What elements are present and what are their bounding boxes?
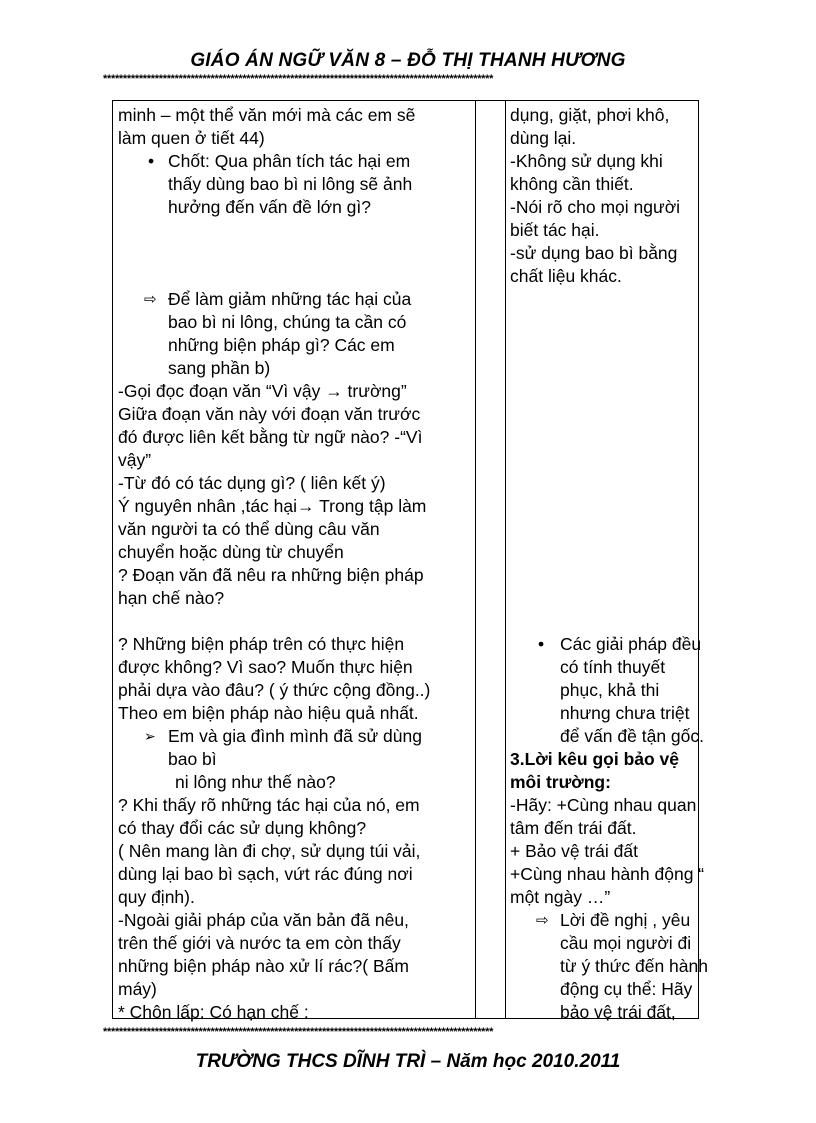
arrowhead-item	[118, 725, 470, 748]
lesson-table	[112, 100, 708, 1022]
column-divider-left	[475, 101, 476, 1018]
text-line: -sử dụng bao bì bằng	[510, 243, 678, 263]
text-line: ( Nên mang làn đi chợ, sử dụng túi vải,	[118, 841, 421, 861]
text-line: không cần thiết.	[510, 174, 634, 194]
text-line: Theo em biện pháp nào hiệu quả nhất.	[118, 703, 419, 723]
text-line: dùng lại.	[510, 128, 577, 148]
text-line: một ngày …”	[510, 887, 611, 907]
text-line: có tính thuyết	[560, 657, 666, 677]
arrow-item	[118, 288, 470, 311]
page-footer-title: TRƯỜNG THCS DĨNH TRÌ – Năm học 2010.2011	[195, 1051, 621, 1072]
footer-star-divider: **************************************************************************************************	[103, 1027, 494, 1038]
text-line: Em và gia đình mình đã sử dùng	[168, 726, 422, 746]
text-line: được không? Vì sao? Muốn thực hiện	[118, 657, 413, 677]
text-line: cầu mọi người đi	[560, 933, 692, 953]
section-heading: môi trường:	[510, 772, 611, 792]
arrowhead-bullet-icon: ➢	[144, 728, 156, 744]
text-line: ? Đoạn văn đã nêu ra những biện pháp	[118, 565, 424, 585]
text-line: -Ngoài giải pháp của văn bản đã nêu,	[118, 910, 409, 930]
text-line: + Bảo vệ trái đất	[510, 841, 638, 861]
section-heading: 3.Lời kêu gọi bảo vệ	[510, 749, 680, 769]
spacer	[118, 219, 470, 288]
text-line: trên thế giới và nước ta em còn thấy	[118, 933, 401, 953]
arrow-item	[510, 909, 695, 932]
bullet-item	[510, 633, 702, 656]
text-line: +Cùng nhau hành động “	[510, 864, 705, 884]
text-line: phục, khả thi	[560, 680, 660, 700]
teacher-activity-column	[118, 104, 470, 1024]
text-line: -Từ đó có tác dụng gì? ( liên kết ý)	[118, 473, 386, 493]
text-line: chuyển hoặc dùng từ chuyển	[118, 542, 344, 562]
header-star-divider: **************************************************************************************************	[103, 74, 494, 85]
text-line: nhưng chưa triệt	[560, 703, 690, 723]
text-line: chất liệu khác.	[510, 266, 622, 286]
text-line: ni lông như thế nào?	[175, 772, 336, 792]
text-line: những biện pháp nào xử lí rác?( Bấm	[118, 956, 409, 976]
spacer	[510, 288, 695, 633]
content-column	[510, 104, 708, 1024]
text-line: hạn chế nào?	[118, 588, 225, 608]
text-line: minh – một thể văn mới mà các em sẽ	[118, 105, 416, 125]
text-line: -Hãy: +Cùng nhau quan	[510, 795, 697, 815]
text-line: dụng, giặt, phơi khô,	[510, 105, 670, 125]
text-line: từ ý thức đến hành	[560, 956, 708, 976]
bullet-item	[118, 150, 470, 173]
text-line: -Nói rõ cho mọi người	[510, 197, 681, 217]
text-line: Lời đề nghị , yêu	[560, 910, 691, 930]
text-line: sang phần b)	[168, 358, 271, 378]
text-line: dùng lại bao bì sạch, vứt rác đúng nơi	[118, 864, 413, 884]
page-header-title: GIÁO ÁN NGỮ VĂN 8 – ĐỖ THỊ THANH HƯƠNG	[190, 50, 626, 71]
text-line: Giữa đoạn văn này với đoạn văn trước	[118, 404, 421, 424]
text-line: để vấn đề tận gốc.	[560, 726, 704, 746]
spacer	[118, 610, 470, 633]
text-line: những biện pháp gì? Các em	[168, 335, 395, 355]
text-line: đó được liên kết bằng từ ngữ nào? -“Vì	[118, 427, 423, 447]
text-line: bao bì	[168, 749, 217, 769]
text-line: * Chôn lấp: Có hạn chế :	[118, 1002, 309, 1022]
text-line: bảo vệ trái đất,	[560, 1002, 676, 1022]
text-line: quy định).	[118, 887, 195, 907]
text-line: -Gọi đọc đoạn văn “Vì vậy → trường”	[118, 381, 407, 401]
text-line: Để làm giảm những tác hại của	[168, 289, 412, 309]
text-line: Các giải pháp đều	[560, 634, 702, 654]
text-line: động cụ thể: Hãy	[560, 979, 693, 999]
text-line: biết tác hại.	[510, 220, 600, 240]
bullet-icon: •	[148, 151, 155, 171]
text-line: ? Khi thấy rõ những tác hại của nó, em	[118, 795, 420, 815]
text-line: hưởng đến vấn đề lớn gì?	[168, 197, 372, 217]
right-arrow-icon: ⇨	[144, 291, 157, 308]
text-line: Chốt: Qua phân tích tác hại em	[168, 151, 411, 171]
text-line: tâm đến trái đất.	[510, 818, 637, 838]
right-arrow-icon: ⇨	[536, 912, 549, 929]
text-line: ? Những biện pháp trên có thực hiện	[118, 634, 405, 654]
text-line: văn người ta có thể dùng câu văn	[118, 519, 380, 539]
text-line: có thay đổi các sử dụng không?	[118, 818, 367, 838]
text-line: Ý nguyên nhân ,tác hại→ Trong tập làm	[118, 496, 427, 516]
column-divider-right	[505, 101, 506, 1018]
text-line: thấy dùng bao bì ni lông sẽ ảnh	[168, 174, 413, 194]
bullet-icon: •	[538, 634, 545, 654]
text-line: làm quen ở tiết 44)	[118, 128, 265, 148]
text-line: vậy”	[118, 450, 152, 470]
text-line: -Không sử dụng khi	[510, 151, 663, 171]
text-line: phải dựa vào đâu? ( ý thức cộng đồng..)	[118, 680, 431, 700]
text-line: máy)	[118, 979, 157, 999]
text-line: bao bì ni lông, chúng ta cần có	[168, 312, 407, 332]
